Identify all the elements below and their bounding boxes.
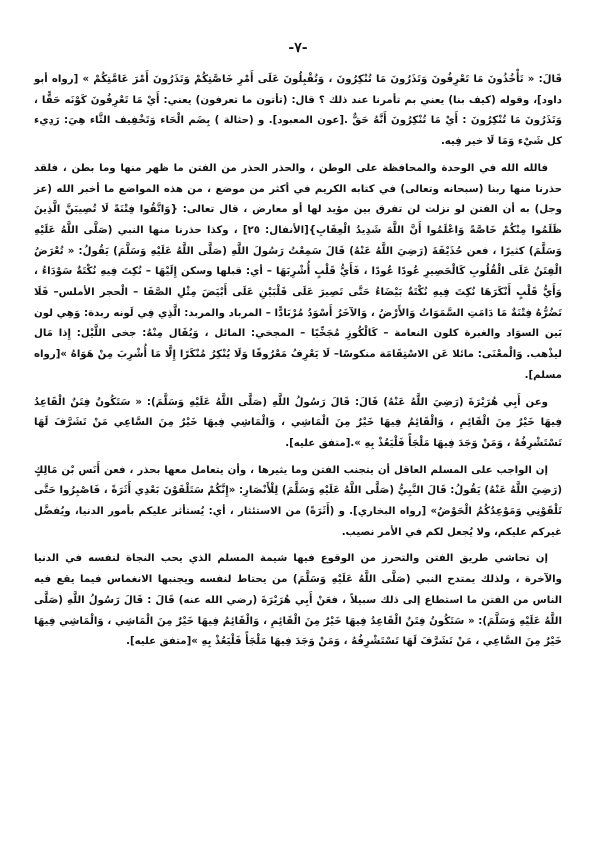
paragraph-avoiding-fitan: إن تحاشي طريق الفتن والتحرز من الوقوع فيها شيمة المسلم الذي يحب النجاة لنفسه في الدنيا والآخرة ، ولذلك يمتدح النبي (صَلَّى اللَّهُ عَلَيْهِ وَسَلَّمَ) من يحتاط لنفسه ويجنبها الانغماس فيما يقع فيه الناس من الفتن ما استطاع إلى ذلك سبيلاً ، فعَنْ أَبِي هُرَيْرَةَ (رضي الله عنه) قَالَ : قَالَ رَسُولُ اللَّهِ (صَلَّى اللَّهُ عَلَيْهِ وَسَلَّمَ): « سَتَكُونُ فِتَنٌ الْقَاعِدُ فِيهَا خَيْرٌ مِنَ الْقَائِمِ ، وَالْقَائِمُ فِيهَا خَيْرٌ مِنَ الْمَاشِي ، وَالْمَاشِي فِيهَا خَيْرٌ مِنَ السَّاعِي ، مَنْ تَشَرَّفَ لَهَا تَسْتَشْرِفُهُ ، وَمَنْ وَجَدَ فِيهَا مَلْجَأً فَلْيَعُذْ بِهِ »[متفق عليه]. [34, 553, 562, 648]
paragraph-duty-of-muslim: إن الواجب على المسلم العاقل أن يتجنب الفتن وما يثيرها ، وأن يتعامل معها بحذر ، فعن أَنَس بْن مَالِكٍ (رَضِيَ اللَّهُ عَنْهُ) يَقُولُ: قَالَ النَّبِيُّ (صَلَّى اللَّهُ عَلَيْهِ وَسَلَّمَ) لِلْأَنْصَارِ: «إِنَّكُمْ سَتَلْقَوْنَ بَعْدِي أَثَرَةً ، فَاصْبِرُوا حَتَّى تَلْقَوْنِي وَمَوْعِدُكُمُ الْحَوْضُ» [رواه البخاري]. و (أَثَرَةً) من الاستئثار ، أي: يُستأثر عليكم بأمور الدنيا، ويُفضَّل غيركم عليكم، ولا يُجعل لكم في الأمر نصيب. [34, 464, 562, 538]
paragraph-hadith-continuation: قَالَ: « تَأْخُذُونَ مَا تَعْرِفُونَ وَتَذَرُونَ مَا تُنْكِرُونَ ، وَتُقْبِلُونَ عَلَى أَمْرِ خَاصَّتِكُمْ وَتَذَرُونَ أَمْرَ عَامَّتِكُمْ » [رواه أبو داود]، وقوله (كيف بنا) يعني بم تأمرنا عند ذلك ؟ قال: (تأتون ما تعرفون) يعني: أَيْ مَا تَعْرِفُونَ كَوْنَه حَقًّا ، وَتَذَرُونَ مَا تُنْكِرُونَ : أَيْ مَا تُنْكِرُونَ أَنَّهُ حَقٌّ .[عون المعبود]. و (حثالة ) بِضَم الْحَاء وَتَخْفِيف الثَّاء هِيَ: رَدِيء كل شَيْء وَمَا لَا خير فِيه. [34, 74, 562, 148]
paragraph-hadith-abu-hurayra: وعن أَبِي هُرَيْرَةَ (رَضِيَ اللَّهُ عَنْهُ) قَالَ: قَالَ رَسُولُ اللَّهِ (صَلَّى اللَّهُ عَلَيْهِ وَسَلَّمَ): « سَتَكُونُ فِتَنٌ الْقَاعِدُ فِيهَا خَيْرٌ مِنَ الْقَائِمِ ، وَالْقَائِمُ فِيهَا خَيْرٌ مِنَ الْمَاشِي ، وَالْمَاشِي فِيهَا خَيْرٌ مِنَ السَّاعِي مَنْ تَشَرَّفَ لَهَا تَسْتَشْرِفُهُ ، وَمَنْ وَجَدَ فِيهَا مَلْجَأً فَلْيَعُذْ بِهِ ».[متفق عليه]. [34, 396, 562, 449]
paragraph-warning-fitan: فالله الله في الوحدة والمحافظة على الوطن ، والحذر الحذر من الفتن ما ظهر منها وما بطن ، فلقد حذرنا منها ربنا (سبحانه وتعالى) في كتابه الكريم في أكثر من موضع ، من هذه المواضع ما أخبر الله (عز وجل) به أن الفتن لو نزلت لن تفرق بين مؤيد لها أو معارض ، قال تعالى: {وَاتَّقُوا فِتْنَةً لَا تُصِيبَنَّ الَّذِينَ ظَلَمُوا مِنْكُمْ خَاصَّةً وَاعْلَمُوا أَنَّ اللَّهَ شَدِيدُ الْعِقَابِ}[الأنفال: ٢٥] ، وكذا حذرنا منها النبي (صَلَّى اللَّهُ عَلَيْهِ وَسَلَّمَ) كثيرًا ، فعن حُذَيْفَةَ (رَضِيَ اللَّهُ عَنْهُ) قَالَ سَمِعْتُ رَسُولَ اللَّهِ (صَلَّى اللَّهُ عَلَيْهِ وَسَلَّمَ) يَقُولُ: « تُعْرَضُ الْفِتَنُ عَلَى الْقُلُوبِ كَالْحَصِيرِ عُودًا عُودًا ، فَأَيُّ قَلْبٍ أُشْرِبَهَا – أي: قبلها وسكن إِلَيْهَا – نُكِتَ فِيهِ نُكْتَةٌ سَوْدَاءُ ، وَأَيُّ قَلْبٍ أَنْكَرَهَا نُكِتَ فِيهِ نُكْتَةٌ بَيْضَاءُ حَتَّى تَصِيرَ عَلَى قَلْبَيْنِ عَلَى أَبْيَضَ مِثْلِ الصَّفَا – الْحجر الأملس– فَلَا تَضُرُّهُ فِتْنَةٌ مَا دَامَتِ السَّمَوَاتُ وَالأَرْضُ ، وَالآخَرُ أَسْوَدُ مُرْبَادًّا – المرباد والمربد: الَّذِي فِي لَونه ربدة: وَهِي لون بَين السوَاد والغبرة كلون النعامة – كَالْكُوزِ مُجَخِّيًا – المجخي: المائل ، وَيُقَال مِنْهُ: جخى اللَّيْل: إِذا مَال ليذْهب. وَالْمعْنَى: مائلا عَن الاسْتِقَامَة منكوسًا– لَا يَعْرِفُ مَعْرُوفًا وَلَا يُنْكِرُ مُنْكَرًا إِلَّا مَا أُشْرِبَ مِنْ هَوَاهُ »[رواه مسلم]. [34, 162, 563, 381]
page-number: -٧- [288, 40, 308, 56]
document-body [34, 70, 562, 659]
